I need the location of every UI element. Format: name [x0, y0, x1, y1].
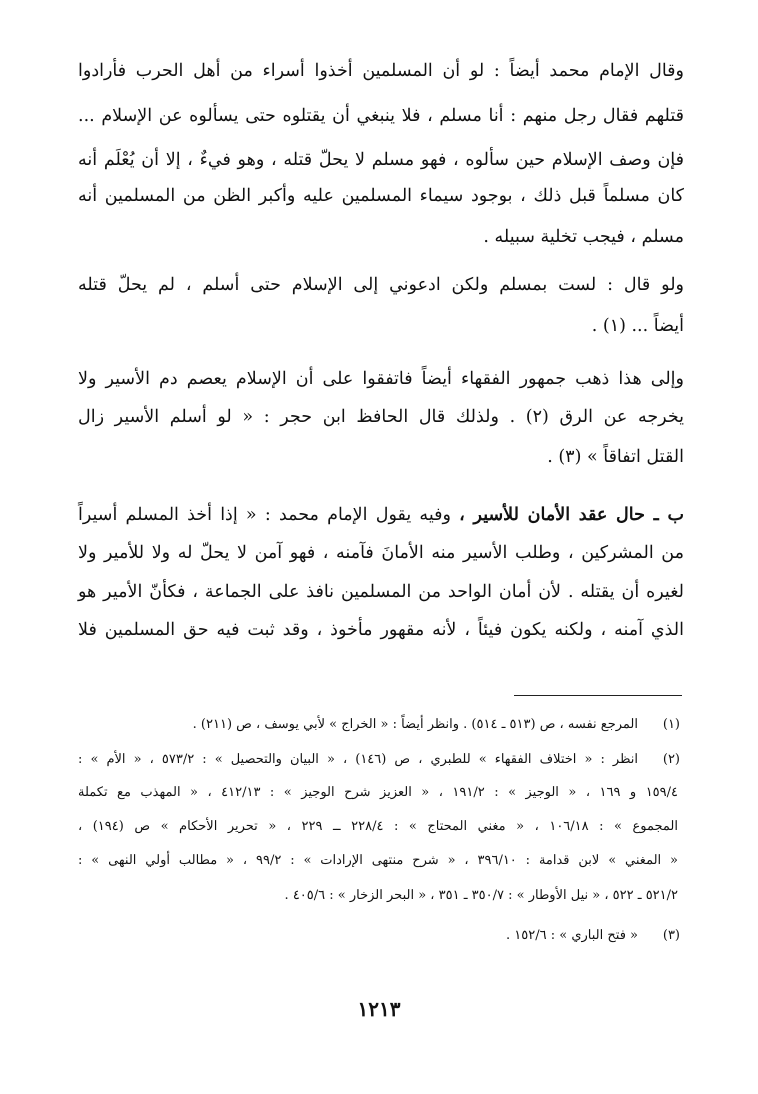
section-heading-continuation: وفيه يقول الإمام محمد : « إذا أخذ المسلم أسيراً — [78, 505, 451, 525]
footnote-line: انظر : « اختلاف الفقهاء » للطبري ، ص (١٤٦) ، « البيان والتحصيل » : ٥٧٣/٢ ، « الأم » : — [78, 752, 638, 767]
footnote-number: (٢) — [662, 752, 680, 767]
body-line: يخرجه عن الرق (٢) . ولذلك قال الحافظ ابن حجر : « لو أسلم الأسير زال — [78, 407, 685, 427]
footnote-line: « المغني » لابن قدامة : ٣٩٦/١٠ ، « شرح منتهى الإرادات » : ٩٩/٢ ، « مطالب أولي النهى » : — [78, 853, 678, 868]
footnote-line: « فتح الباري » : ١٥٢/٦ . — [506, 928, 638, 943]
body-line: مسلم ، فيجب تخلية سبيله . — [483, 227, 684, 247]
body-line: القتل اتفاقاً » (٣) . — [547, 447, 684, 467]
footnote-number: (٣) — [662, 928, 680, 943]
footnote-line: ١٥٩/٤ و ١٦٩ ، « الوجيز » : ١٩١/٢ ، « العزيز شرح الوجيز » : ٤١٢/١٣ ، « المهذب مع تكملة — [78, 785, 678, 800]
body-line: وإلى هذا ذهب جمهور الفقهاء أيضاً فاتفقوا على أن الإسلام يعصم دم الأسير ولا — [78, 369, 684, 389]
body-line: الذي آمنه ، ولكنه يكون فيئاً ، لأنه مقهور مأخوذ ، وقد ثبت فيه حق المسلمين فلا — [78, 620, 684, 640]
body-line: كان مسلماً قبل ذلك ، بوجود سيماء المسلمين عليه وأكبر الظن من المسلمين أنه — [78, 186, 684, 206]
footnote-line: المجموع » : ١٠٦/١٨ ، « مغني المحتاج » : ٢٢٨/٤ ــ ٢٢٩ ، « تحرير الأحكام » ص (١٩٤) ، — [78, 819, 679, 834]
body-line: فإن وصف الإسلام حين سألوه ، فهو مسلم لا يحلّ قتله ، وهو فيءٌ ، إلا أن يُعْلَم أنه — [78, 150, 684, 170]
body-line: وقال الإمام محمد أيضاً : لو أن المسلمين أخذوا أسراء من أهل الحرب فأرادوا — [78, 61, 684, 81]
footnote-separator — [514, 695, 682, 696]
body-line: لغيره أن يقتله . لأن أمان الواحد من المسلمين نافذ على الجماعة ، فكأنّ الأمير هو — [78, 582, 684, 602]
section-heading: ب ـ حال عقد الأمان للأسير ، — [459, 505, 684, 525]
footnote-line: المرجع نفسه ، ص (٥١٣ ـ ٥١٤) . وانظر أيضاً : « الخراج » لأبي يوسف ، ص (٢١١) . — [192, 717, 638, 732]
body-line: قتلهم فقال رجل منهم : أنا مسلم ، فلا ينبغي أن يقتلوه حتى يسألوه عن الإسلام ... — [78, 106, 684, 126]
section-heading-line — [78, 500, 684, 530]
body-line: من المشركين ، وطلب الأسير منه الأمانَ فآمنه ، فهو آمن لا يحلّ له ولا للأمير ولا — [78, 543, 684, 563]
footnote-line: ٥٢١/٢ ـ ٥٢٢ ، « نيل الأوطار » : ٣٥٠/٧ ـ ٣٥١ ، « البحر الزخار » : ٤٠٥/٦ . — [284, 888, 678, 903]
body-line: أيضاً ... (١) . — [591, 316, 684, 336]
page-number: ١٢١٣ — [357, 997, 401, 1021]
body-line: ولو قال : لست بمسلم ولكن ادعوني إلى الإسلام حتى أسلم ، لم يحلّ قتله — [78, 275, 684, 295]
footnote-number: (١) — [662, 717, 680, 732]
